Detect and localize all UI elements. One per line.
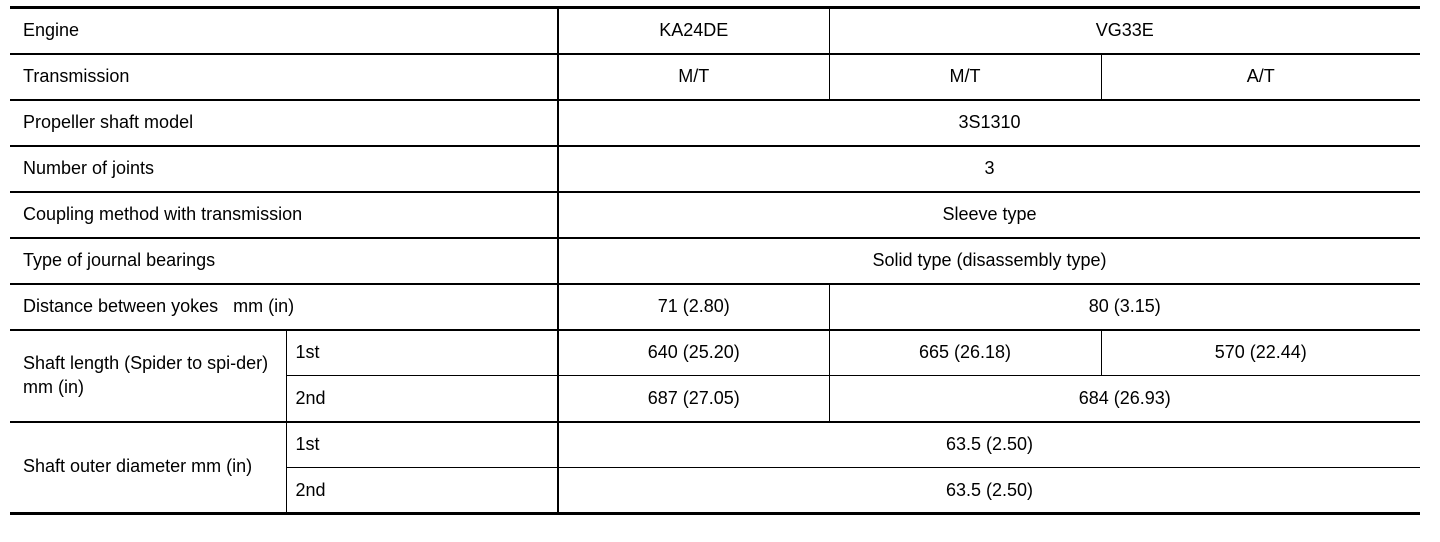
table-row-shaft-outer-diameter-1st: [10, 422, 1420, 468]
shaft-length-1st-ka24de: 640 (25.20): [558, 330, 829, 376]
shaft-outer-diameter-1st-value: 63.5 (2.50): [558, 422, 1420, 468]
shaft-length-2nd-label: 2nd: [286, 376, 558, 422]
coupling-method-label: Coupling method with transmission: [10, 192, 558, 238]
table-row-coupling-method: [10, 192, 1420, 238]
coupling-method-value: Sleeve type: [558, 192, 1420, 238]
propeller-shaft-model-label: Propeller shaft model: [10, 100, 558, 146]
transmission-ka24de-value: M/T: [558, 54, 829, 100]
shaft-length-2nd-ka24de: 687 (27.05): [558, 376, 829, 422]
engine-label: Engine: [10, 8, 558, 54]
shaft-length-label: Shaft length (Spider to spi-der) mm (in): [10, 330, 286, 422]
table-row-number-of-joints: [10, 146, 1420, 192]
journal-bearings-value: Solid type (disassembly type): [558, 238, 1420, 284]
shaft-outer-diameter-2nd-label: 2nd: [286, 468, 558, 514]
number-of-joints-value: 3: [558, 146, 1420, 192]
distance-vg33e-value: 80 (3.15): [829, 284, 1420, 330]
shaft-length-2nd-vg33e: 684 (26.93): [829, 376, 1420, 422]
table-row-journal-bearings: [10, 238, 1420, 284]
shaft-length-1st-vg33e-mt: 665 (26.18): [829, 330, 1101, 376]
transmission-label: Transmission: [10, 54, 558, 100]
table-row-engine: [10, 8, 1420, 54]
table-row-transmission: [10, 54, 1420, 100]
number-of-joints-label: Number of joints: [10, 146, 558, 192]
shaft-outer-diameter-1st-label: 1st: [286, 422, 558, 468]
shaft-length-1st-vg33e-at: 570 (22.44): [1101, 330, 1420, 376]
transmission-vg33e-mt-value: M/T: [829, 54, 1101, 100]
engine-vg33e-header: VG33E: [829, 8, 1420, 54]
shaft-outer-diameter-2nd-value: 63.5 (2.50): [558, 468, 1420, 514]
propeller-shaft-spec-table: [10, 6, 1420, 515]
journal-bearings-label: Type of journal bearings: [10, 238, 558, 284]
propeller-shaft-model-value: 3S1310: [558, 100, 1420, 146]
transmission-vg33e-at-value: A/T: [1101, 54, 1420, 100]
shaft-length-1st-label: 1st: [286, 330, 558, 376]
table-row-distance-between-yokes: [10, 284, 1420, 330]
table-row-propeller-shaft-model: [10, 100, 1420, 146]
engine-ka24de-header: KA24DE: [558, 8, 829, 54]
shaft-outer-diameter-label: Shaft outer diameter mm (in): [10, 422, 286, 514]
distance-ka24de-value: 71 (2.80): [558, 284, 829, 330]
distance-between-yokes-label: Distance between yokes mm (in): [10, 284, 558, 330]
table-row-shaft-length-1st: [10, 330, 1420, 376]
